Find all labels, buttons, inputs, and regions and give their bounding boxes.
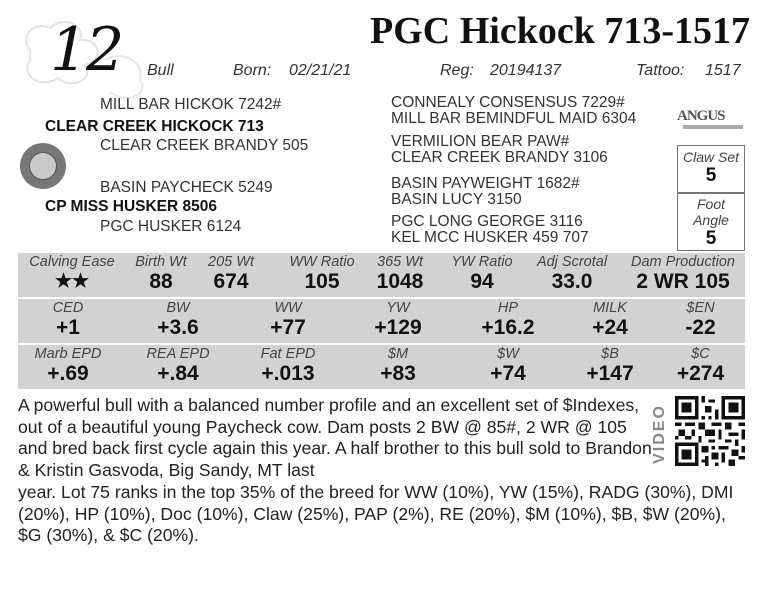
perf-label: Dam Production bbox=[631, 254, 735, 270]
claw-set-value: 5 bbox=[705, 165, 717, 186]
epd-value: +274 bbox=[676, 362, 725, 385]
perf-label: 365 Wt bbox=[377, 254, 423, 270]
claw-set-label: Claw Set bbox=[682, 149, 740, 165]
epd-value: +129 bbox=[374, 316, 422, 339]
perf-label: 205 Wt bbox=[208, 254, 254, 270]
epd-label: WW bbox=[274, 300, 302, 316]
epd-label: Marb EPD bbox=[34, 346, 102, 362]
perf-label: Adj Scrotal bbox=[536, 254, 608, 270]
epd-label: CED bbox=[52, 300, 84, 316]
pedigree-r5: BASIN PAYWEIGHT 1682# bbox=[391, 175, 580, 192]
pedigree-sire-dam: CLEAR CREEK BRANDY 505 bbox=[100, 137, 309, 154]
reg-number: 20194137 bbox=[490, 62, 562, 79]
angus-logo-tagline bbox=[683, 125, 743, 129]
born-date: 02/21/21 bbox=[289, 62, 352, 79]
perf-value: 33.0 bbox=[551, 270, 593, 293]
pedigree-r3: VERMILION BEAR PAW# bbox=[391, 133, 570, 150]
epd-value: +147 bbox=[586, 362, 634, 385]
epd-label: MILK bbox=[593, 300, 627, 316]
pedigree-r2: MILL BAR BEMINDFUL MAID 6304 bbox=[391, 110, 637, 127]
epd-value: +.013 bbox=[261, 362, 315, 385]
pedigree-r7: PGC LONG GEORGE 3116 bbox=[391, 213, 583, 230]
epd-value: +77 bbox=[270, 316, 306, 339]
perf-label: Calving Ease bbox=[29, 254, 115, 270]
claw-set-box bbox=[677, 145, 745, 193]
perf-value: 105 bbox=[304, 270, 340, 293]
epd-label: $W bbox=[497, 346, 519, 362]
seal-inner bbox=[29, 152, 57, 180]
pedigree-r6: BASIN LUCY 3150 bbox=[391, 191, 522, 208]
epd-value: +16.2 bbox=[481, 316, 535, 339]
animal-name: PGC Hickock 713-1517 bbox=[370, 10, 750, 52]
description-part2: year. Lot 75 ranks in the top 35% of the breed for WW (10%), YW (15%), RADG (30%), DMI (20%), HP (10%), Doc (10%), Claw (25%), PAP (2%), RE (20%), $M (10%), $B, $W (20%), $G (30%), & $C (20%). bbox=[18, 482, 734, 546]
epd-label: $B bbox=[601, 346, 619, 362]
epd-label: $C bbox=[691, 346, 710, 362]
epd-value: -22 bbox=[685, 316, 716, 339]
perf-label: Birth Wt bbox=[135, 254, 187, 270]
perf-value: 88 bbox=[149, 270, 173, 293]
description-part1: A powerful bull with a balanced number profile and an excellent set of $Indexes, out of a beautiful young Paycheck cow. Dam posts 2 BW @ 85#, 2 WR @ 105 and bred back first cycle again this year. A half brother to this bull sold to Brandon & Kristin Gasvoda, Big Sandy, MT last bbox=[18, 395, 652, 481]
pedigree-dam-sire: BASIN PAYCHECK 5249 bbox=[100, 179, 273, 196]
perf-value: 94 bbox=[470, 270, 494, 293]
epd-value: +3.6 bbox=[157, 316, 199, 339]
epd-value: +.69 bbox=[47, 362, 89, 385]
pedigree-r1: CONNEALY CONSENSUS 7229# bbox=[391, 94, 625, 111]
epd-band-2 bbox=[18, 345, 745, 389]
lot-number: 12 bbox=[50, 15, 123, 85]
epd-label: HP bbox=[497, 300, 519, 316]
video-label[interactable] bbox=[648, 398, 672, 470]
perf-value: 674 bbox=[213, 270, 249, 293]
epd-band-1 bbox=[18, 299, 745, 343]
epd-value: +.84 bbox=[157, 362, 199, 385]
tattoo-number: 1517 bbox=[705, 62, 741, 79]
pedigree-dam-dam: PGC HUSKER 6124 bbox=[100, 218, 242, 235]
sex: Bull bbox=[147, 62, 174, 79]
epd-value: +24 bbox=[592, 316, 628, 339]
epd-label: REA EPD bbox=[146, 346, 210, 362]
performance-band bbox=[18, 253, 745, 297]
pedigree-sire: CLEAR CREEK HICKOCK 713 bbox=[45, 118, 264, 135]
epd-value: +74 bbox=[490, 362, 526, 385]
angus-logo: ANGUS bbox=[677, 108, 725, 124]
epd-label: BW bbox=[166, 300, 190, 316]
perf-value: 2 WR 105 bbox=[636, 270, 730, 293]
epd-label: $M bbox=[387, 346, 409, 362]
foot-angle-label2: Angle bbox=[693, 212, 729, 228]
qr-code[interactable] bbox=[675, 396, 745, 466]
epd-label: YW bbox=[386, 300, 410, 316]
pedigree-r8: KEL MCC HUSKER 459 707 bbox=[391, 229, 589, 246]
epd-value: +83 bbox=[380, 362, 416, 385]
perf-label: YW Ratio bbox=[451, 254, 513, 270]
perf-label: WW Ratio bbox=[289, 254, 355, 270]
foot-angle-box bbox=[677, 193, 745, 251]
epd-value: +1 bbox=[56, 316, 80, 339]
foot-angle-label1: Foot bbox=[696, 196, 725, 212]
born-label: Born: bbox=[233, 62, 272, 79]
pedigree-dam: CP MISS HUSKER 8506 bbox=[45, 198, 217, 215]
pedigree-sire-sire: MILL BAR HICKOK 7242# bbox=[100, 96, 282, 113]
foot-angle-value: 5 bbox=[705, 228, 717, 249]
epd-label: Fat EPD bbox=[260, 346, 316, 362]
epd-label: $EN bbox=[686, 300, 715, 316]
reg-label: Reg: bbox=[440, 62, 474, 79]
video-text: VIDEO bbox=[651, 404, 669, 464]
pedigree-r4: CLEAR CREEK BRANDY 3106 bbox=[391, 149, 608, 166]
perf-value: ★★ bbox=[54, 271, 90, 292]
tattoo-label: Tattoo: bbox=[636, 62, 685, 79]
perf-value: 1048 bbox=[376, 270, 424, 293]
